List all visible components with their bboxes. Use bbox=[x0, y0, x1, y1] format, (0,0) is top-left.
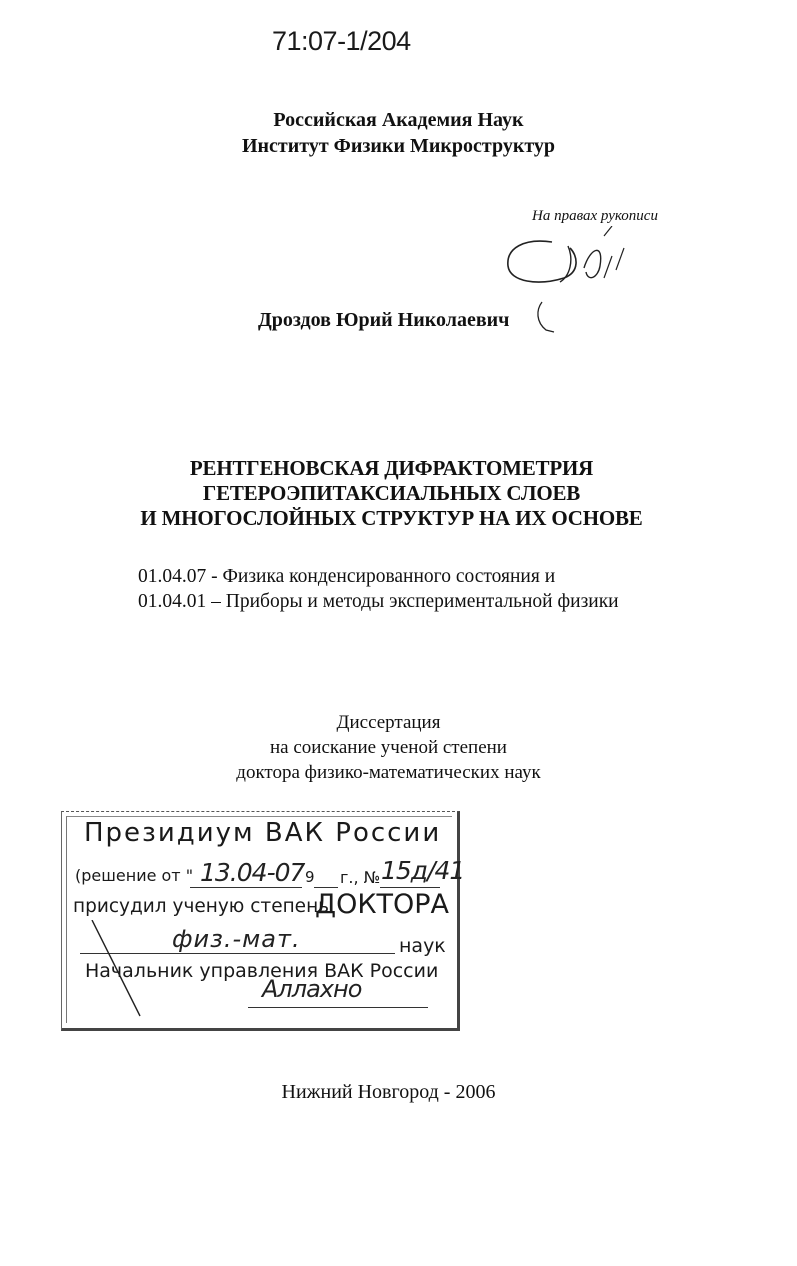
stamp-year-suffix: 9 bbox=[305, 868, 315, 886]
stamp-chief-signature: Аллахно bbox=[262, 975, 362, 1003]
stamp-chief-title: Начальник управления ВАК России bbox=[85, 960, 439, 982]
stamp-title: Президиум ВАК России bbox=[84, 818, 442, 848]
organization-name: Российская Академия Наук bbox=[273, 109, 524, 131]
title-line-1: РЕНТГЕНОВСКАЯ ДИФРАКТОМЕТРИЯ bbox=[189, 456, 594, 480]
stamp-awarded-text: присудил ученую степень bbox=[73, 896, 330, 917]
catalog-code: 71:07-1/204 bbox=[272, 26, 411, 56]
stamp-sciences: наук bbox=[399, 935, 446, 957]
specialty-1: 01.04.07 - Физика конденсированного состояния и bbox=[138, 566, 556, 587]
degree-name: доктора физико-математических наук bbox=[236, 762, 541, 783]
year-underline bbox=[314, 887, 338, 888]
number-underline bbox=[380, 887, 440, 888]
author-signature-image bbox=[500, 226, 640, 336]
institute-name: Институт Физики Микроструктур bbox=[241, 135, 556, 157]
manuscript-rights-note: На правах рукописи bbox=[532, 208, 658, 224]
city-year: Нижний Новгород - 2006 bbox=[281, 1081, 496, 1103]
title-line-2: ГЕТЕРОЭПИТАКСИАЛЬНЫХ СЛОЕВ bbox=[202, 481, 581, 505]
stamp-decision-prefix: (решение от " bbox=[75, 866, 194, 885]
specialty-2: 01.04.01 – Приборы и методы экспериментальной физики bbox=[138, 591, 619, 612]
stamp-pen-stroke bbox=[90, 920, 150, 1020]
stamp-field: физ.-мат. bbox=[172, 925, 301, 953]
stamp-decision-number: 15д/41 bbox=[381, 856, 465, 885]
title-line-3: И МНОГОСЛОЙНЫХ СТРУКТУР НА ИХ ОСНОВЕ bbox=[140, 506, 643, 530]
date-underline bbox=[190, 887, 302, 888]
stamp-year-marker: г., № bbox=[340, 868, 381, 887]
signature-underline bbox=[248, 1007, 428, 1008]
dissertation-label: Диссертация bbox=[336, 712, 441, 733]
author-name: Дроздов Юрий Николаевич bbox=[258, 309, 510, 331]
degree-purpose: на соискание ученой степени bbox=[270, 737, 507, 758]
stamp-decision-date: 13.04-07 bbox=[200, 858, 305, 887]
stamp-degree: ДОКТОРА bbox=[315, 889, 450, 920]
